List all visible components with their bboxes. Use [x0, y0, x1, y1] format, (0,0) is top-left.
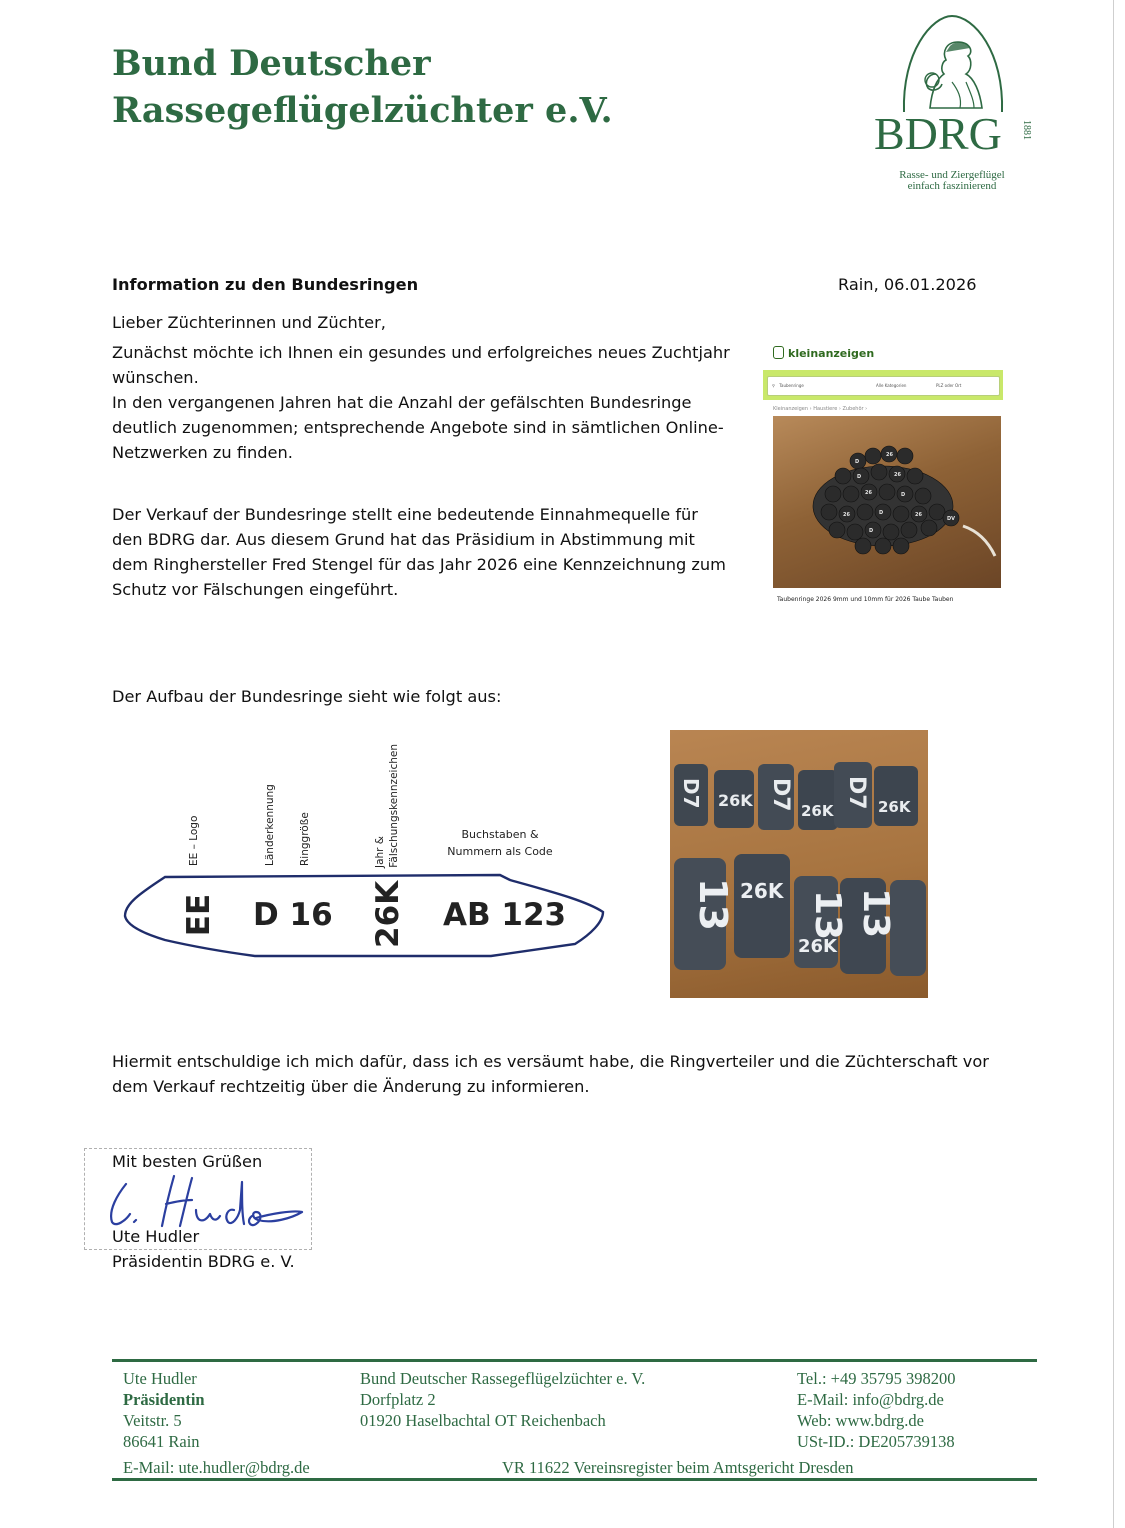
footer-vat-id: USt-ID.: DE205739138: [797, 1432, 955, 1451]
paragraph-1-line: Zunächst möchte ich Ihnen ein gesundes und erfolgreiches neues Zuchtjahr: [112, 343, 730, 362]
label-year-mark-line2: Fälschungskennzeichen: [388, 744, 400, 868]
ring-top-text: 26K: [801, 802, 834, 820]
ring-bottom-text: 26K: [798, 936, 837, 957]
kleinanzeigen-screenshot: [763, 344, 1003, 608]
footer-org-street: Dorfplatz 2: [360, 1390, 436, 1409]
label-code: [440, 826, 560, 860]
paragraph-2-line: Der Verkauf der Bundesringe stellt eine bedeutende Einnahmequelle für: [112, 505, 698, 524]
closing: Mit besten Grüßen: [112, 1152, 263, 1171]
footer-org-city: 01920 Haselbachtal OT Reichenbach: [360, 1411, 606, 1430]
ring-segment-logo-text: EE: [181, 893, 217, 937]
footer-president-title: Präsidentin: [123, 1390, 205, 1409]
kleinanzeigen-brand: [773, 346, 874, 360]
ring-top-text: D7: [844, 776, 869, 810]
footer-register: VR 11622 Vereinsregister beim Amtsgericht Dresden: [502, 1458, 854, 1477]
label-ring-size: Ringgröße: [299, 812, 311, 866]
ring-top-text: 26K: [878, 798, 911, 816]
ring-bottom-text: 13: [691, 878, 735, 931]
rings-closeup-photo: [670, 730, 928, 998]
logo-letters: BDRG: [874, 108, 1002, 159]
footer-col-president: [123, 1368, 205, 1452]
footer-col-organization: [360, 1368, 645, 1431]
footer-president-email: E-Mail: ute.hudler@bdrg.de: [123, 1458, 310, 1477]
svg-text:26: 26: [843, 512, 850, 518]
rings-top-row: [674, 762, 918, 830]
logo-year: 1881: [1021, 120, 1032, 140]
label-year-mark: [374, 744, 404, 868]
rings-closeup-graphic: [670, 730, 928, 998]
svg-text:D: D: [869, 528, 874, 534]
organization-name-line2: Rassegeflügelzüchter e.V.: [112, 90, 613, 131]
label-code-line1: Buchstaben &: [461, 828, 539, 841]
footer-email: E-Mail: info@bdrg.de: [797, 1390, 944, 1409]
rings-listing-photo: [773, 416, 1001, 588]
ring-segment-year-mark: [370, 880, 406, 948]
apology-line: Hiermit entschuldige ich mich dafür, dass ich es versäumt habe, die Ringverteiler und die Züchterschaft vor: [112, 1052, 989, 1071]
svg-text:26: 26: [894, 472, 901, 478]
ring-segment-code: AB 123: [443, 897, 567, 933]
kleinanzeigen-breadcrumb: Kleinanzeigen › Haustiere › Zubehör ›: [773, 406, 868, 412]
rings-pile-graphic: [773, 416, 1001, 588]
kleinanzeigen-caption: Taubenringe 2026 9mm und 10mm für 2026 Taube Tauben: [777, 596, 954, 603]
footer-president-city: 86641 Rain: [123, 1432, 200, 1451]
paragraph-1-line: In den vergangenen Jahren hat die Anzahl der gefälschten Bundesringe: [112, 393, 692, 412]
paragraph-1-line: wünschen.: [112, 368, 199, 387]
apology-paragraph: [112, 1049, 1022, 1099]
handwritten-signature: [96, 1170, 306, 1230]
ring-segment-logo: [182, 889, 216, 939]
label-year-mark-line1: Jahr &: [374, 835, 386, 868]
footer-top-rule: [112, 1359, 1037, 1362]
svg-text:D: D: [879, 510, 884, 516]
ring-bottom-text: 13: [807, 890, 848, 941]
label-country-code: Länderkennung: [264, 784, 276, 866]
rings-bottom-row: [674, 854, 926, 976]
signer-title: Präsidentin BDRG e. V.: [112, 1252, 295, 1271]
paragraph-1: [112, 340, 747, 465]
ring-segment-year-mark-text: 26K: [370, 880, 406, 948]
ring-bottom-text: 26K: [740, 879, 784, 903]
paragraph-2-line: dem Ringhersteller Fred Stengel für das Jahr 2026 eine Kennzeichnung zum: [112, 555, 726, 574]
kleinanzeigen-brand-text: kleinanzeigen: [788, 347, 875, 360]
logo-tagline-line1: Rasse- und Ziergeflügel: [899, 169, 1005, 181]
svg-text:D: D: [857, 474, 862, 480]
kleinanzeigen-search-field: [767, 376, 1000, 396]
structure-intro: Der Aufbau der Bundesringe sieht wie folgt aus:: [112, 687, 502, 706]
ring-bottom-text: 13: [855, 888, 896, 939]
kleinanzeigen-location: PLZ oder Ort: [936, 383, 962, 388]
footer-bottom-rule: [112, 1478, 1037, 1481]
svg-text:26: 26: [886, 452, 893, 458]
footer-president-name: Ute Hudler: [123, 1369, 197, 1388]
paragraph-2-line: Schutz vor Fälschungen eingeführt.: [112, 580, 399, 599]
letter-subject: Information zu den Bundesringen: [112, 275, 419, 294]
kleinanzeigen-search-value: Taubenringe: [779, 383, 804, 388]
svg-text:26: 26: [865, 490, 872, 496]
ring-top-text: 26K: [718, 791, 753, 810]
logo-egg-outline: [904, 16, 1002, 112]
salutation: Lieber Züchterinnen und Züchter,: [112, 313, 386, 332]
organization-name: [112, 40, 672, 134]
svg-text:26: 26: [915, 512, 922, 518]
page-edge: [1113, 0, 1114, 1528]
svg-text:D: D: [855, 459, 860, 465]
ring-top-text: D7: [679, 778, 703, 809]
paragraph-1-line: Netzwerken zu finden.: [112, 443, 293, 462]
label-code-line2: Nummern als Code: [447, 845, 553, 858]
logo-tagline-line2: einfach faszinierend: [907, 180, 997, 192]
logo-tagline: [862, 170, 1042, 192]
signer-name: Ute Hudler: [112, 1227, 200, 1246]
footer-president-street: Veitstr. 5: [123, 1411, 182, 1430]
svg-text:DV: DV: [947, 516, 956, 522]
svg-text:D: D: [901, 492, 906, 498]
footer-org-name: Bund Deutscher Rassegeflügelzüchter e. V.: [360, 1369, 646, 1388]
logo-figure: [926, 42, 982, 108]
ring-segment-country-size: D 16: [253, 897, 333, 933]
footer-col-contact: [797, 1368, 955, 1452]
ring-top-text: D7: [768, 778, 793, 812]
kleinanzeigen-category: Alle Kategorien: [876, 383, 907, 388]
footer-web: Web: www.bdrg.de: [797, 1411, 924, 1430]
label-ee-logo: EE – Logo: [188, 815, 200, 866]
letter-place-date: Rain, 06.01.2026: [838, 275, 977, 294]
paragraph-2: [112, 502, 747, 602]
paragraph-2-line: den BDRG dar. Aus diesem Grund hat das Präsidium in Abstimmung mit: [112, 530, 695, 549]
footer-phone: Tel.: +49 35795 398200: [797, 1369, 956, 1388]
organization-name-line1: Bund Deutscher: [112, 43, 431, 84]
search-icon: ⚲: [772, 383, 775, 388]
paragraph-1-line: deutlich zugenommen; entsprechende Angebote sind in sämtlichen Online-: [112, 418, 724, 437]
kleinanzeigen-logo-icon: [773, 346, 784, 359]
apology-line: dem Verkauf rechtzeitig über die Änderung zu informieren.: [112, 1077, 590, 1096]
